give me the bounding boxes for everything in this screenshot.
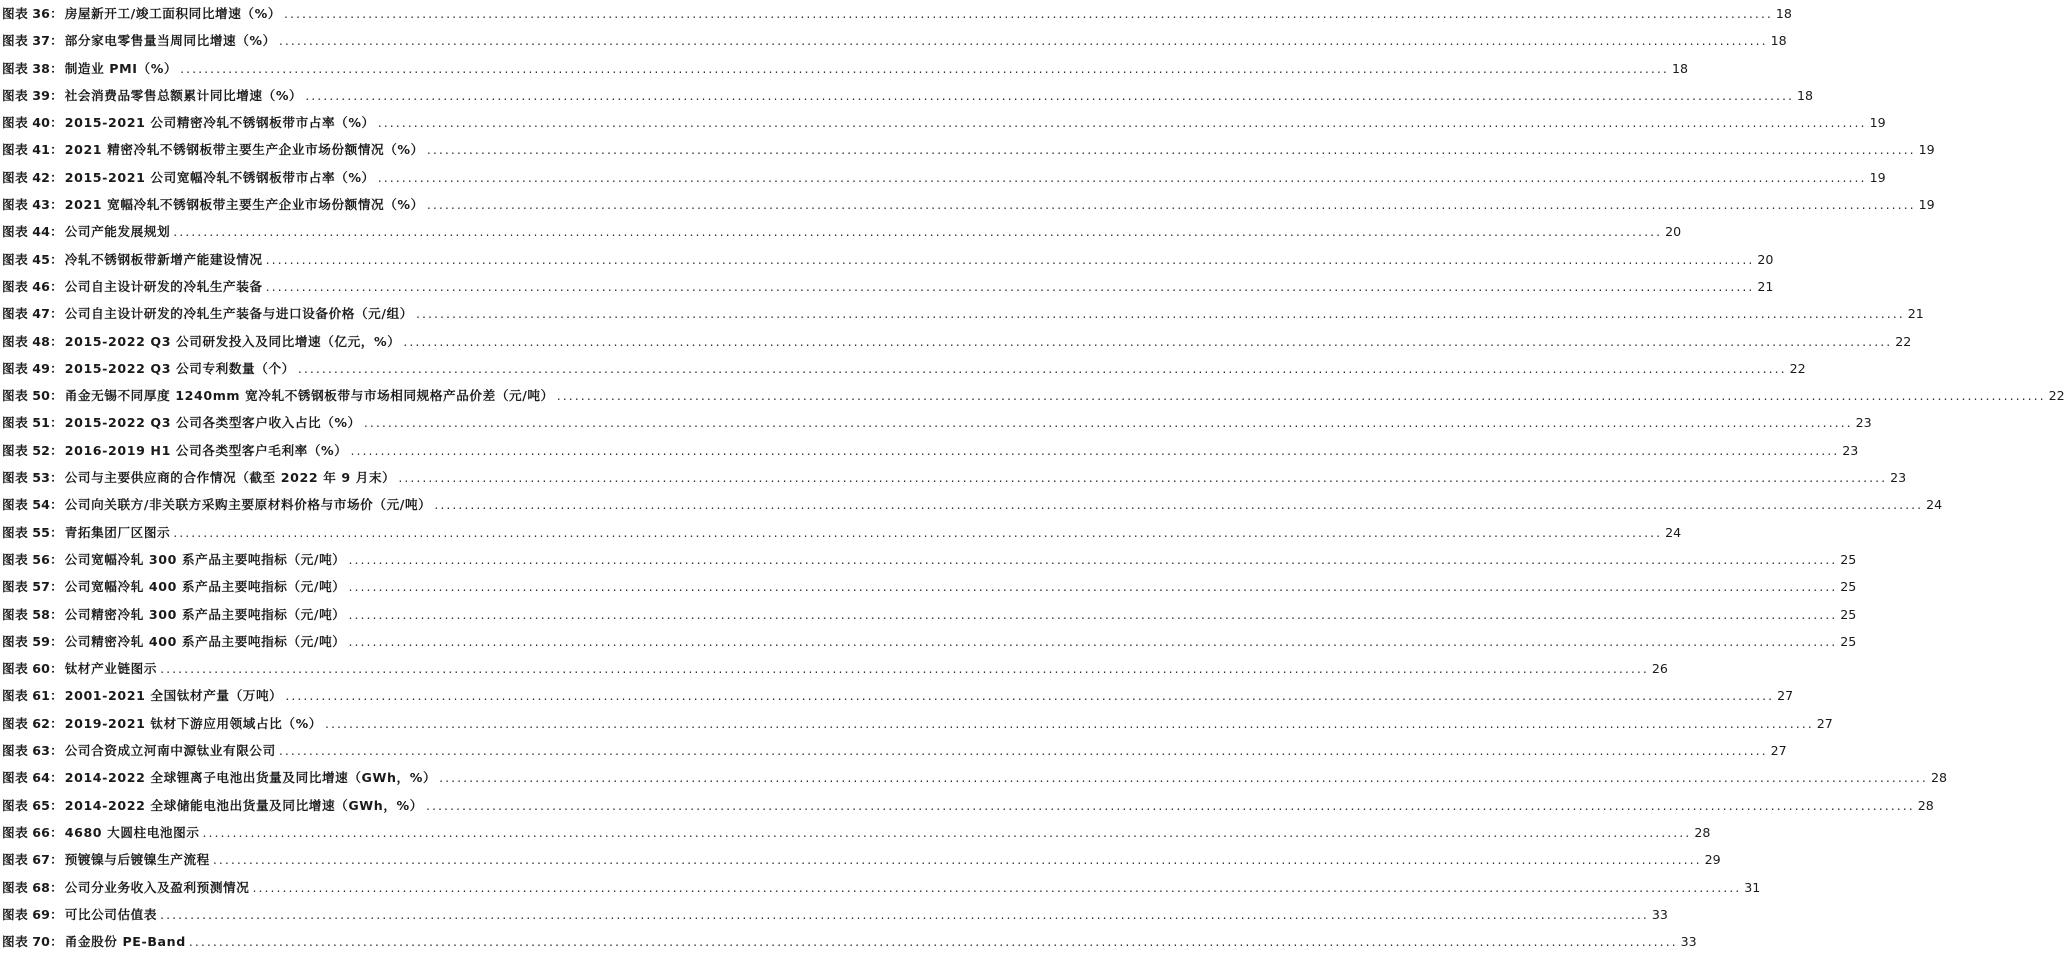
figure-label: 图表 [2, 824, 29, 840]
figure-number: 52 [32, 442, 51, 458]
figure-title[interactable]: 公司宽幅冷轧 400 系产品主要吨指标（元/吨） [64, 579, 346, 595]
figure-title[interactable]: 制造业 PMI（%） [64, 60, 178, 76]
figure-number: 68 [32, 879, 51, 895]
page-number[interactable]: 21 [1907, 306, 1924, 322]
dot-leader [348, 573, 1837, 600]
dot-leader [325, 710, 1814, 737]
label-separator: ： [50, 6, 63, 21]
page-number[interactable]: 18 [1797, 87, 1814, 103]
page-number[interactable]: 31 [1744, 879, 1761, 895]
label-separator: ： [50, 852, 63, 868]
figure-number: 64 [32, 770, 51, 786]
label-separator: ： [50, 87, 63, 103]
figure-label: 图表 [2, 6, 29, 21]
dot-leader [298, 355, 1787, 382]
toc-entry-55[interactable] [0, 519, 1682, 546]
toc-entry-50[interactable] [0, 382, 2065, 409]
toc-entry-64[interactable] [0, 764, 1947, 791]
figure-title[interactable]: 公司精密冷轧 400 系产品主要吨指标（元/吨） [64, 633, 346, 649]
toc-entry-68[interactable] [0, 874, 1761, 901]
page-number[interactable]: 20 [1757, 251, 1774, 267]
page-number[interactable]: 24 [1665, 524, 1682, 540]
figure-label: 图表 [2, 852, 29, 868]
dot-leader [426, 792, 1915, 819]
figure-label: 图表 [2, 224, 29, 240]
figure-label: 图表 [2, 169, 29, 185]
figure-number: 70 [32, 934, 51, 950]
dot-leader [348, 601, 1837, 628]
figure-title[interactable]: 2014-2022 全球储能电池出货量及同比增速（GWh，%） [64, 797, 423, 813]
label-separator: ： [50, 470, 63, 486]
figure-number: 62 [32, 715, 51, 731]
page-number[interactable]: 18 [1671, 60, 1688, 76]
page-number[interactable]: 25 [1840, 579, 1857, 595]
dot-leader [416, 300, 1905, 327]
label-separator: ： [50, 551, 63, 567]
figure-title[interactable]: 2001-2021 全国钛材产量（万吨） [64, 688, 283, 704]
figure-number: 56 [32, 551, 51, 567]
figure-title[interactable]: 2016-2019 H1 公司各类型客户毛利率（%） [64, 442, 348, 458]
figure-title[interactable]: 2019-2021 钛材下游应用领域占比（%） [64, 715, 322, 731]
figure-number: 55 [32, 524, 51, 540]
figure-title[interactable]: 2021 精密冷轧不锈钢板带主要生产企业市场份额情况（%） [64, 142, 424, 158]
figure-number: 63 [32, 743, 51, 759]
page-number[interactable]: 19 [1869, 169, 1886, 185]
figure-label: 图表 [2, 388, 29, 404]
page-number[interactable]: 19 [1918, 142, 1935, 158]
figure-number: 67 [32, 852, 51, 868]
figure-label: 图表 [2, 278, 29, 294]
figure-label: 图表 [2, 115, 29, 131]
figure-label: 图表 [2, 661, 29, 677]
dot-leader [284, 0, 1773, 27]
figure-label: 图表 [2, 551, 29, 567]
figure-title[interactable]: 甬金股份 PE-Band [64, 934, 186, 950]
label-separator: ： [50, 770, 63, 786]
figure-title[interactable]: 冷轧不锈钢板带新增产能建设情况 [64, 251, 263, 267]
dot-leader [364, 409, 1853, 436]
figure-number: 60 [32, 661, 51, 677]
figure-label: 图表 [2, 879, 29, 895]
toc-entry-49[interactable] [0, 355, 1806, 382]
label-separator: ： [50, 33, 63, 49]
toc-entry-70[interactable] [0, 928, 1697, 955]
figure-title[interactable]: 2015-2021 公司宽幅冷轧不锈钢板带市占率（%） [64, 169, 375, 185]
figure-label: 图表 [2, 60, 29, 76]
page-number[interactable]: 27 [1816, 715, 1833, 731]
figure-title[interactable]: 社会消费品零售总额累计同比增速（%） [64, 87, 303, 103]
figure-label: 图表 [2, 197, 29, 213]
figure-number: 40 [32, 115, 51, 131]
figure-label: 图表 [2, 524, 29, 540]
figure-number: 44 [32, 224, 51, 240]
figure-number: 43 [32, 197, 51, 213]
label-separator: ： [50, 251, 63, 267]
dot-leader [348, 546, 1837, 573]
figure-label: 图表 [2, 306, 29, 322]
figure-label: 图表 [2, 142, 29, 158]
figure-label: 图表 [2, 333, 29, 349]
figure-label: 图表 [2, 934, 29, 950]
page-number[interactable]: 27 [1777, 688, 1794, 704]
label-separator: ： [50, 360, 63, 376]
dot-leader [378, 109, 1867, 136]
figure-number: 45 [32, 251, 51, 267]
figure-title[interactable]: 钛材产业链图示 [64, 661, 158, 677]
dot-leader [279, 737, 1768, 764]
figure-title[interactable]: 公司与主要供应商的合作情况（截至 2022 年 9 月末） [64, 470, 396, 486]
dot-leader [434, 491, 1923, 518]
toc-entry-51[interactable] [0, 409, 1872, 436]
figure-label: 图表 [2, 470, 29, 486]
figure-label: 图表 [2, 442, 29, 458]
page-number[interactable]: 25 [1840, 606, 1857, 622]
figure-label: 图表 [2, 579, 29, 595]
figure-title[interactable]: 4680 大圆柱电池图示 [64, 824, 200, 840]
toc-entry-52[interactable] [0, 437, 1859, 464]
page-number[interactable]: 28 [1917, 797, 1934, 813]
toc-entry-67[interactable] [0, 846, 1721, 873]
dot-leader [427, 191, 1916, 218]
figure-title[interactable]: 房屋新开工/竣工面积同比增速（%） [64, 6, 282, 21]
label-separator: ： [50, 743, 63, 759]
label-separator: ： [50, 115, 63, 131]
figure-number: 49 [32, 360, 51, 376]
toc-entry-48[interactable] [0, 328, 1912, 355]
figure-title[interactable]: 可比公司估值表 [64, 906, 158, 922]
toc-entry-36[interactable] [0, 0, 1792, 27]
label-separator: ： [50, 278, 63, 294]
page-number[interactable]: 18 [1770, 33, 1787, 49]
figure-title[interactable]: 公司向关联方/非关联方采购主要原材料价格与市场价（元/吨） [64, 497, 432, 513]
toc-entry-57[interactable] [0, 573, 1857, 600]
figure-title[interactable]: 公司自主设计研发的冷轧生产装备 [64, 278, 263, 294]
figure-number: 58 [32, 606, 51, 622]
figure-label: 图表 [2, 688, 29, 704]
figure-number: 53 [32, 470, 51, 486]
figure-title[interactable]: 公司宽幅冷轧 300 系产品主要吨指标（元/吨） [64, 551, 346, 567]
figure-number: 36 [32, 6, 51, 21]
dot-leader [557, 382, 2046, 409]
label-separator: ： [50, 333, 63, 349]
figure-label: 图表 [2, 360, 29, 376]
figure-number: 69 [32, 906, 51, 922]
dot-leader [213, 846, 1702, 873]
figure-number: 59 [32, 633, 51, 649]
label-separator: ： [50, 442, 63, 458]
toc-entry-43[interactable] [0, 191, 1935, 218]
label-separator: ： [50, 169, 63, 185]
page-number[interactable]: 28 [1930, 770, 1947, 786]
figure-title[interactable]: 预镀镍与后镀镍生产流程 [64, 852, 210, 868]
figure-title[interactable]: 甬金无锡不同厚度 1240mm 宽冷轧不锈钢板带与市场相同规格产品价差（元/吨） [64, 388, 554, 404]
figure-label: 图表 [2, 743, 29, 759]
figure-title[interactable]: 公司精密冷轧 300 系产品主要吨指标（元/吨） [64, 606, 346, 622]
label-separator: ： [50, 688, 63, 704]
toc-entry-53[interactable] [0, 464, 1907, 491]
dot-leader [439, 764, 1928, 791]
figure-label: 图表 [2, 606, 29, 622]
dot-leader [378, 164, 1867, 191]
toc-entry-66[interactable] [0, 819, 1711, 846]
toc-entry-69[interactable] [0, 901, 1668, 928]
toc-entry-40[interactable] [0, 109, 1886, 136]
figure-label: 图表 [2, 715, 29, 731]
figure-number: 65 [32, 797, 51, 813]
label-separator: ： [50, 879, 63, 895]
page-number[interactable]: 21 [1757, 278, 1774, 294]
page-number[interactable]: 24 [1926, 497, 1943, 513]
toc-entry-39[interactable] [0, 82, 1814, 109]
label-separator: ： [50, 906, 63, 922]
toc-entry-38[interactable] [0, 55, 1688, 82]
label-separator: ： [50, 606, 63, 622]
toc-entry-62[interactable] [0, 710, 1833, 737]
figure-number: 61 [32, 688, 51, 704]
figure-number: 41 [32, 142, 51, 158]
figure-title[interactable]: 青拓集团厂区图示 [64, 524, 171, 540]
toc-entry-58[interactable] [0, 601, 1857, 628]
figure-number: 39 [32, 87, 51, 103]
figure-number: 50 [32, 388, 51, 404]
label-separator: ： [50, 633, 63, 649]
figure-title[interactable]: 2021 宽幅冷轧不锈钢板带主要生产企业市场份额情况（%） [64, 197, 424, 213]
page-number[interactable]: 25 [1840, 551, 1857, 567]
toc-entry-37[interactable] [0, 27, 1787, 54]
page-number[interactable]: 33 [1651, 906, 1668, 922]
figure-label: 图表 [2, 251, 29, 267]
dot-leader [173, 218, 1662, 245]
page-number[interactable]: 19 [1869, 115, 1886, 131]
dot-leader [348, 628, 1837, 655]
toc-entry-59[interactable] [0, 628, 1857, 655]
label-separator: ： [50, 824, 63, 840]
toc-entry-61[interactable] [0, 682, 1794, 709]
dot-leader [427, 136, 1916, 163]
toc-entry-60[interactable] [0, 655, 1668, 682]
figure-title[interactable]: 2015-2021 公司精密冷轧不锈钢板带市占率（%） [64, 115, 375, 131]
label-separator: ： [50, 934, 63, 950]
toc-entry-44[interactable] [0, 218, 1682, 245]
figure-title[interactable]: 公司合资成立河南中源钛业有限公司 [64, 743, 276, 759]
label-separator: ： [50, 197, 63, 213]
page-number[interactable]: 22 [2048, 388, 2065, 404]
page-number[interactable]: 33 [1680, 934, 1697, 950]
page-number[interactable]: 22 [1895, 333, 1912, 349]
dot-leader [350, 437, 1839, 464]
dot-leader [189, 928, 1678, 955]
page-number[interactable]: 26 [1651, 661, 1668, 677]
dot-leader [160, 655, 1649, 682]
toc-entry-54[interactable] [0, 491, 1943, 518]
figure-number: 47 [32, 306, 51, 322]
toc-entry-41[interactable] [0, 136, 1935, 163]
dot-leader [173, 519, 1662, 546]
figure-title[interactable]: 2015-2022 Q3 公司专利数量（个） [64, 360, 295, 376]
figure-title[interactable]: 2015-2022 Q3 公司各类型客户收入占比（%） [64, 415, 361, 431]
dot-leader [279, 27, 1768, 54]
page-number[interactable]: 23 [1842, 442, 1859, 458]
toc-entry-63[interactable] [0, 737, 1787, 764]
figure-number: 57 [32, 579, 51, 595]
label-separator: ： [50, 142, 63, 158]
figure-title[interactable]: 2014-2022 全球锂离子电池出货量及同比增速（GWh，%） [64, 770, 437, 786]
figure-number: 37 [32, 33, 51, 49]
label-separator: ： [50, 497, 63, 513]
figure-number: 66 [32, 824, 51, 840]
figure-title[interactable]: 公司分业务收入及盈利预测情况 [64, 879, 250, 895]
dot-leader [203, 819, 1692, 846]
figure-label: 图表 [2, 33, 29, 49]
label-separator: ： [50, 661, 63, 677]
page-number[interactable]: 18 [1775, 6, 1792, 21]
label-separator: ： [50, 306, 63, 322]
page-number[interactable]: 23 [1855, 415, 1872, 431]
figure-title[interactable]: 公司自主设计研发的冷轧生产装备与进口设备价格（元/组） [64, 306, 413, 322]
toc-entry-56[interactable] [0, 546, 1857, 573]
page-number[interactable]: 19 [1918, 197, 1935, 213]
toc-entry-42[interactable] [0, 164, 1886, 191]
figure-label: 图表 [2, 415, 29, 431]
page-number[interactable]: 23 [1890, 470, 1907, 486]
dot-leader [285, 682, 1774, 709]
page-number[interactable]: 20 [1665, 224, 1682, 240]
figure-label: 图表 [2, 87, 29, 103]
label-separator: ： [50, 60, 63, 76]
figure-number: 42 [32, 169, 51, 185]
page-number[interactable]: 25 [1840, 633, 1857, 649]
figure-label: 图表 [2, 906, 29, 922]
label-separator: ： [50, 715, 63, 731]
figure-label: 图表 [2, 770, 29, 786]
label-separator: ： [50, 797, 63, 813]
page-number[interactable]: 22 [1789, 360, 1806, 376]
label-separator: ： [50, 388, 63, 404]
figure-label: 图表 [2, 633, 29, 649]
page-number[interactable]: 27 [1770, 743, 1787, 759]
dot-leader [266, 273, 1755, 300]
figure-label: 图表 [2, 497, 29, 513]
dot-leader [252, 874, 1741, 901]
toc-entry-65[interactable] [0, 792, 1934, 819]
toc-entry-46[interactable] [0, 273, 1774, 300]
figure-number: 38 [32, 60, 51, 76]
figure-number: 51 [32, 415, 51, 431]
figure-title[interactable]: 公司产能发展规划 [64, 224, 171, 240]
dot-leader [305, 82, 1794, 109]
dot-leader [403, 328, 1892, 355]
figure-number: 48 [32, 333, 51, 349]
figure-title[interactable]: 部分家电零售量当周同比增速（%） [64, 33, 276, 49]
label-separator: ： [50, 415, 63, 431]
dot-leader [160, 901, 1649, 928]
label-separator: ： [50, 524, 63, 540]
figure-number: 46 [32, 278, 51, 294]
label-separator: ： [50, 224, 63, 240]
dot-leader [180, 55, 1669, 82]
figure-title[interactable]: 2015-2022 Q3 公司研发投入及同比增速（亿元，%） [64, 333, 401, 349]
dot-leader [266, 246, 1755, 273]
toc-entry-47[interactable] [0, 300, 1924, 327]
page-number[interactable]: 29 [1704, 852, 1721, 868]
dot-leader [398, 464, 1887, 491]
page-number[interactable]: 28 [1694, 824, 1711, 840]
figure-label: 图表 [2, 797, 29, 813]
label-separator: ： [50, 579, 63, 595]
toc-entry-45[interactable] [0, 246, 1774, 273]
figure-number: 54 [32, 497, 51, 513]
